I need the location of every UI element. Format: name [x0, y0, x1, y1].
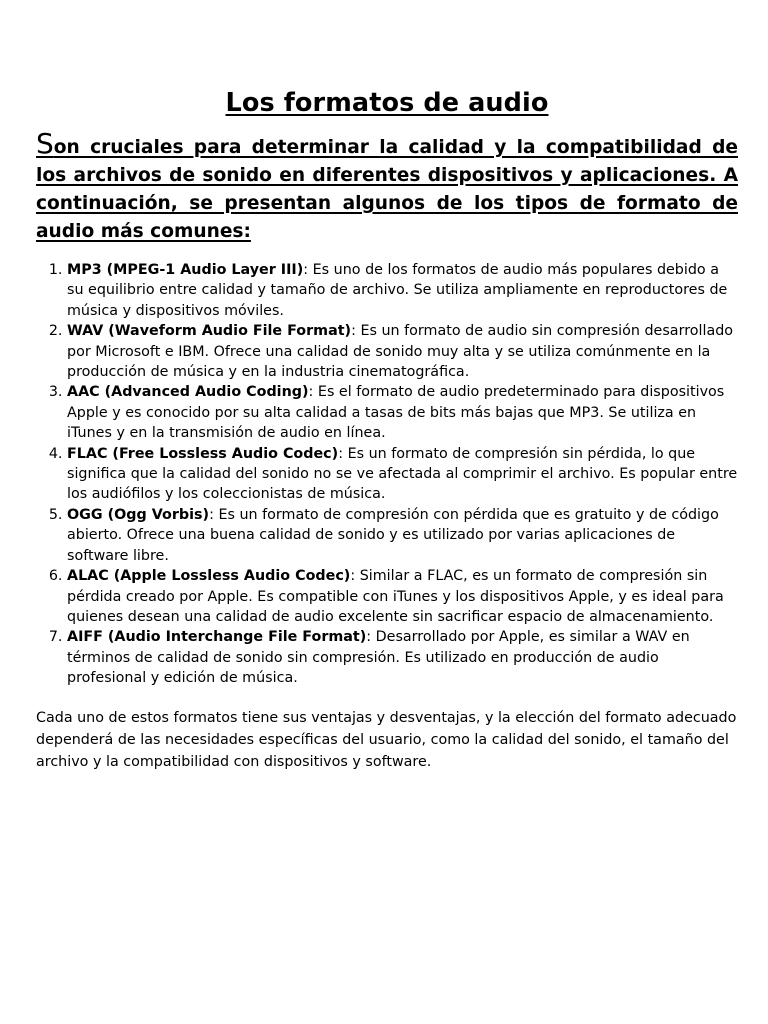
- list-item: [67, 382, 738, 443]
- list-item: [67, 566, 738, 627]
- format-description: : Es uno de los formatos de audio más populares debido a su equilibrio entre calidad y tamaño de archivo. Se utiliza ampliamente en reproductores de música y dispositivos móviles.: [67, 262, 728, 319]
- intro-text: on cruciales para determinar la calidad y la compatibilidad de los archivos de sonido en diferentes dispositivos y aplicaciones. A continuación, se presentan algunos de los tipos de formato de audio más comunes:: [36, 137, 738, 242]
- intro-paragraph: [36, 127, 738, 246]
- format-description: : Similar a FLAC, es un formato de compresión sin pérdida creado por Apple. Es compatible con iTunes y los dispositivos Apple, y es ideal para quienes desean una calidad de audio excelente sin sacrificar espacio de almacenamiento.: [67, 568, 724, 625]
- format-name: AAC (Advanced Audio Coding): [67, 384, 309, 401]
- format-description: : Es un formato de audio sin compresión desarrollado por Microsoft e IBM. Ofrece una calidad de sonido muy alta y se utiliza comúnmente en la producción de música y en la industria cinematográfica.: [67, 323, 734, 381]
- closing-paragraph: Cada uno de estos formatos tiene sus ventajas y desventajas, y la elección del formato adecuado dependerá de las necesidades específicas del usuario, como la calidad del sonido, el tamaño del archivo y la compatibilidad con dispositivos y software.: [36, 709, 737, 770]
- format-description: : Desarrollado por Apple, es similar a WAV en términos de calidad de sonido sin compresión. Es utilizado en producción de audio profesional y edición de música.: [67, 629, 690, 687]
- format-description: : Es un formato de compresión con pérdida que es gratuito y de código abierto. Ofrece una buena calidad de sonido y es utilizado por varias aplicaciones de software libre.: [67, 506, 719, 564]
- format-description: : Es el formato de audio predeterminado para dispositivos Apple y es conocido por su alta calidad a tasas de bits más bajas que MP3. Se utiliza en iTunes y en la transmisión de audio en línea.: [67, 384, 725, 442]
- format-name: WAV (Waveform Audio File Format): [67, 323, 352, 340]
- format-name: ALAC (Apple Lossless Audio Codec): [67, 568, 351, 585]
- audio-formats-list: [36, 260, 738, 689]
- document-title: Los formatos de audio: [225, 88, 549, 118]
- list-item: [67, 505, 738, 566]
- intro-dropcap: S: [36, 127, 54, 160]
- list-item: [67, 627, 738, 688]
- format-description: : Es un formato de compresión sin pérdida, lo que significa que la calidad del sonido no se ve afectada al comprimir el archivo. Es popular entre los audiófilos y los coleccionistas de música.: [67, 445, 738, 503]
- format-name: FLAC (Free Lossless Audio Codec): [67, 445, 339, 462]
- format-name: AIFF (Audio Interchange File Format): [67, 629, 367, 646]
- format-name: MP3 (MPEG-1 Audio Layer III): [67, 262, 304, 278]
- list-item: [67, 260, 738, 321]
- document-page: [36, 88, 738, 773]
- format-name: OGG (Ogg Vorbis): [67, 506, 210, 523]
- list-item: [67, 444, 738, 505]
- list-item: [67, 321, 738, 382]
